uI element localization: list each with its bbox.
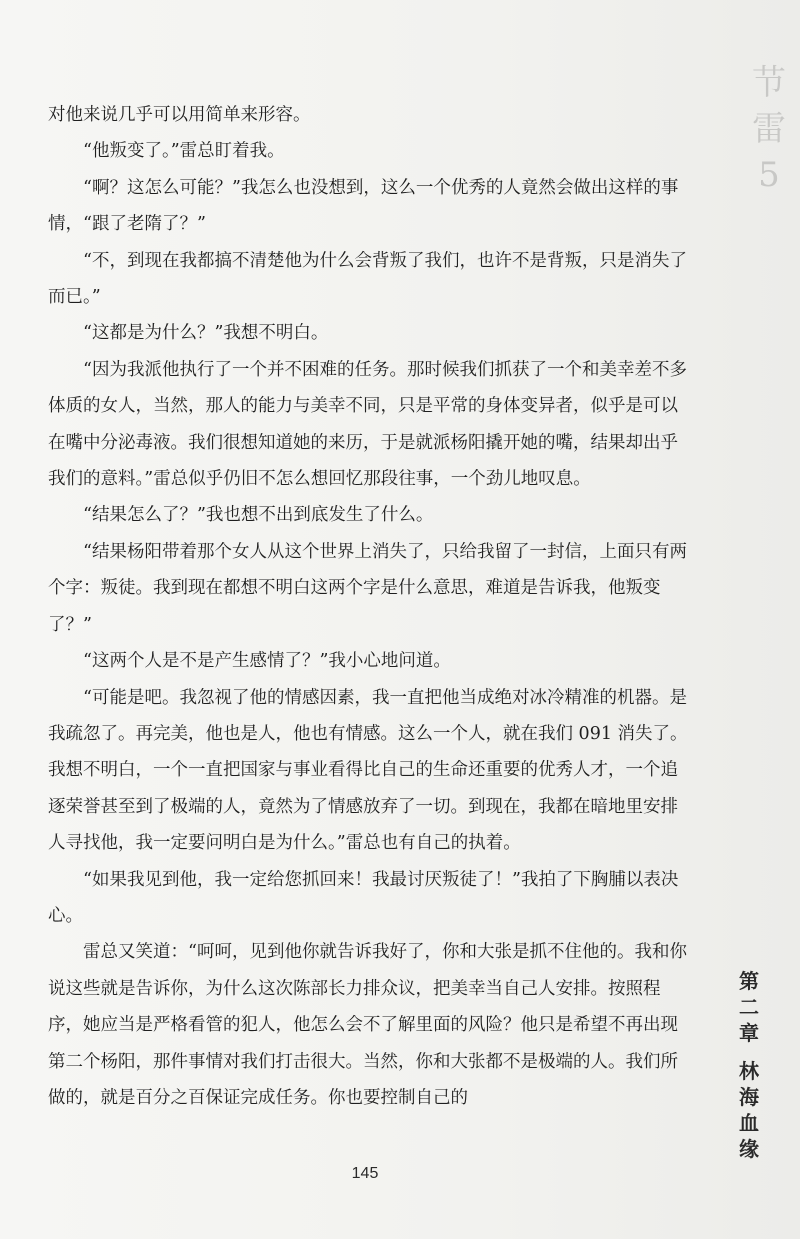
body-text (48, 97, 688, 1116)
paragraph: “不，到现在我都搞不清楚他为什么会背叛了我们，也许不是背叛，只是消失了而已。” (48, 250, 687, 308)
page-number: 145 (351, 1165, 379, 1182)
paragraph: “这都是为什么？”我想不明白。 (83, 323, 329, 344)
paragraph: “如果我见到他，我一定给您抓回来！我最讨厌叛徒了！”我拍了下胸脯以表决心。 (48, 869, 679, 926)
side-char: 缘 (739, 1137, 759, 1161)
paragraph: 对他来说几乎可以用简单来形容。 (48, 105, 311, 125)
side-char: 二 (739, 995, 759, 1019)
side-char: 第 (739, 969, 759, 993)
side-gap (736, 1046, 762, 1058)
chapter-side-heading (736, 968, 762, 1162)
paragraph: “因为我派他执行了一个并不困难的任务。那时候我们抓获了一个和美幸差不多体质的女人，当然，那人的能力与美幸不同，只是平常的身体变异者，似乎是可以在嘴中分泌毒液。我们很想知道她的来历，于是就派杨阳撬开她的嘴，结果却出乎我们的意料。”雷总似乎仍旧不怎么想回忆那段往事，一个劲儿地叹息。 (48, 359, 687, 490)
bleed-through-text: 节 雷 5 (752, 63, 786, 195)
paragraph: 雷总又笑道：“呵呵，见到他你就告诉我好了，你和大张是抓不住他的。我和你说这些就是告诉你，为什么这次陈部长力排众议，把美幸当自己人安排。按照程序，她应当是严格看管的犯人，他怎么会不了解里面的风险？他只是希望不再出现第二个杨阳，那件事情对我们打击很大。当然，你和大张都不是极端的人。我们所做的，就是百分之百保证完成任务。你也要控制自己的 (48, 942, 687, 1108)
paragraph: “啊？这怎么可能？”我怎么也没想到，这么一个优秀的人竟然会做出这样的事情，“跟了老隋了？” (48, 177, 679, 235)
paragraph: “结果杨阳带着那个女人从这个世界上消失了，只给我留了一封信，上面只有两个字：叛徒。我到现在都想不明白这两个字是什么意思，难道是告诉我，他叛变了？” (48, 541, 687, 635)
paragraph: “他叛变了。”雷总盯着我。 (83, 141, 285, 162)
side-char: 林 (739, 1059, 759, 1083)
paragraph: “可能是吧。我忽视了他的情感因素，我一直把他当成绝对冰冷精准的机器。是我疏忽了。再完美，他也是人，他也有情感。这么一个人，就在我们 091 消失了。我想不明白，一个一直把国家与事业看得比自己的生命还重要的优秀人才，一个追逐荣誉甚至到了极端的人，竟然为了情感放弃了一切。到现在，我都在暗地里安排人寻找他，我一定要问明白是为什么。”雷总也有自己的执着。 (48, 687, 688, 854)
side-char: 章 (739, 1021, 759, 1045)
side-char: 海 (739, 1085, 759, 1109)
side-char: 血 (739, 1111, 759, 1135)
paragraph: “这两个人是不是产生感情了？”我小心地问道。 (83, 651, 451, 672)
paragraph: “结果怎么了？”我也想不出到底发生了什么。 (83, 505, 434, 526)
